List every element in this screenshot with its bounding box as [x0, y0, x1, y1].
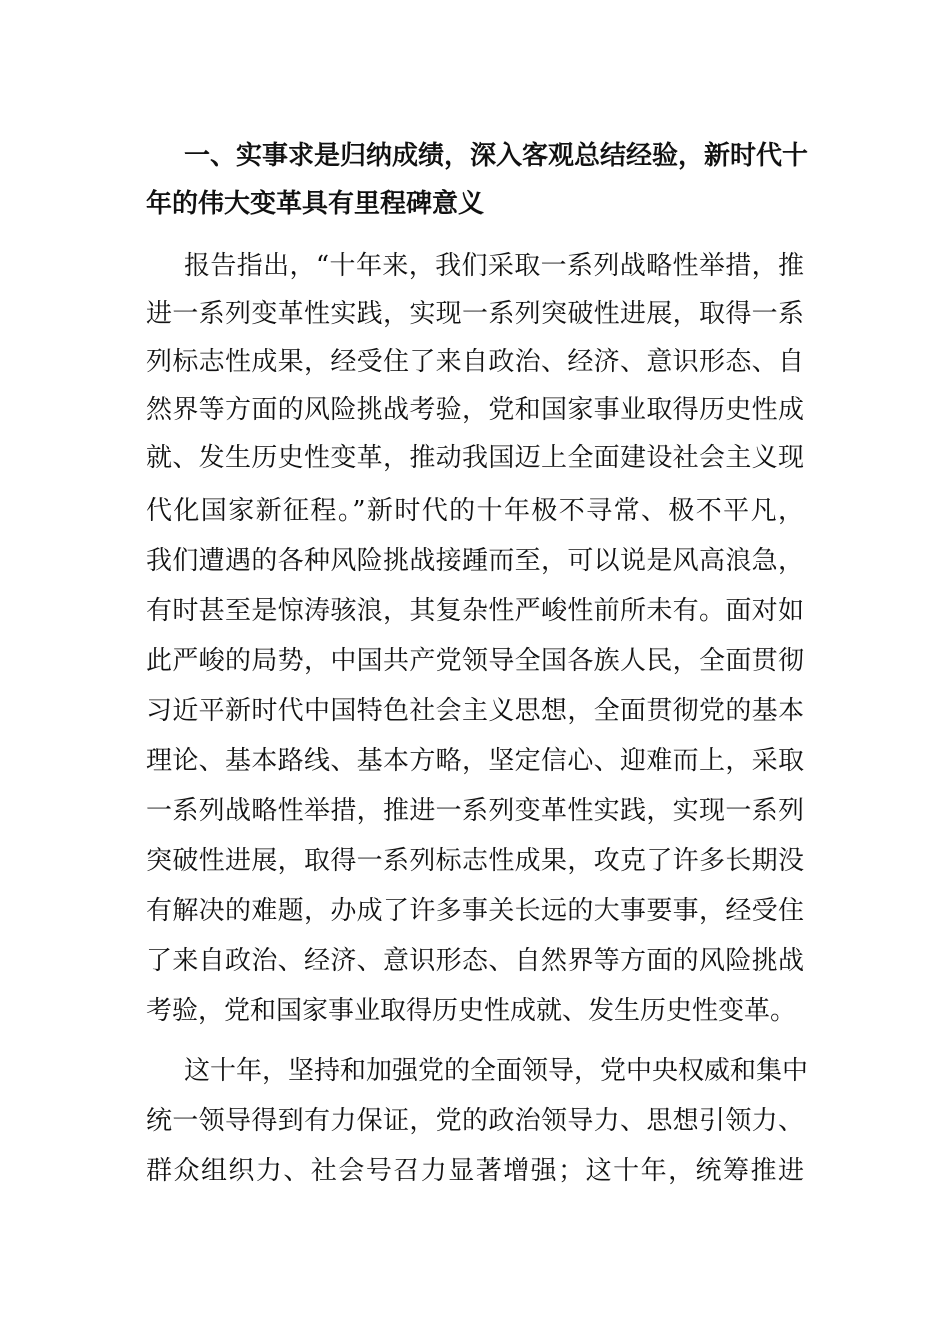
paragraph-1-line-1: 报告指出，“十年来，我们采取一系列战略性举措，推: [184, 251, 804, 281]
paragraph-1-line-13: 突破性进展，取得一系列标志性成果，攻克了许多长期没: [146, 846, 804, 876]
section-heading-line-1: 一、实事求是归纳成绩，深入客观总结经验，新时代十: [184, 141, 809, 171]
paragraph-1-line-9: 此严峻的局势，中国共产党领导全国各族人民，全面贯彻: [146, 646, 804, 676]
paragraph-1-line-12: 一系列战略性举措，推进一系列变革性实践，实现一系列: [146, 796, 804, 826]
paragraph-1-line-2: 进一系列变革性实践，实现一系列突破性进展，取得一系: [146, 299, 804, 329]
paragraph-1-line-10: 习近平新时代中国特色社会主义思想，全面贯彻党的基本: [146, 696, 804, 726]
paragraph-1-line-7: 我们遭遇的各种风险挑战接踵而至，可以说是风高浪急，: [146, 546, 804, 576]
paragraph-1-line-4: 然界等方面的风险挑战考验，党和国家事业取得历史性成: [146, 395, 804, 425]
paragraph-1-line-11: 理论、基本路线、基本方略，坚定信心、迎难而上，采取: [146, 746, 804, 776]
paragraph-1-line-6: 代化国家新征程。”新时代的十年极不寻常、极不平凡，: [146, 496, 804, 526]
paragraph-1-line-15: 了来自政治、经济、意识形态、自然界等方面的风险挑战: [146, 946, 804, 976]
paragraph-1-line-3: 列标志性成果，经受住了来自政治、经济、意识形态、自: [146, 347, 804, 377]
paragraph-2-line-2: 统一领导得到有力保证，党的政治领导力、思想引领力、: [146, 1106, 804, 1136]
paragraph-1-line-14: 有解决的难题，办成了许多事关长远的大事要事，经受住: [146, 896, 804, 926]
paragraph-2-line-1: 这十年，坚持和加强党的全面领导，党中央权威和集中: [184, 1056, 809, 1086]
paragraph-1-line-5: 就、发生历史性变革，推动我国迈上全面建设社会主义现: [146, 443, 804, 473]
paragraph-1-line-8: 有时甚至是惊涛骇浪，其复杂性严峻性前所未有。面对如: [146, 596, 804, 626]
paragraph-2-line-3: 群众组织力、社会号召力显著增强；这十年，统筹推进: [146, 1156, 804, 1186]
section-heading-line-2: 年的伟大变革具有里程碑意义: [146, 189, 485, 219]
paragraph-1-line-16: 考验，党和国家事业取得历史性成就、发生历史性变革。: [146, 996, 797, 1026]
